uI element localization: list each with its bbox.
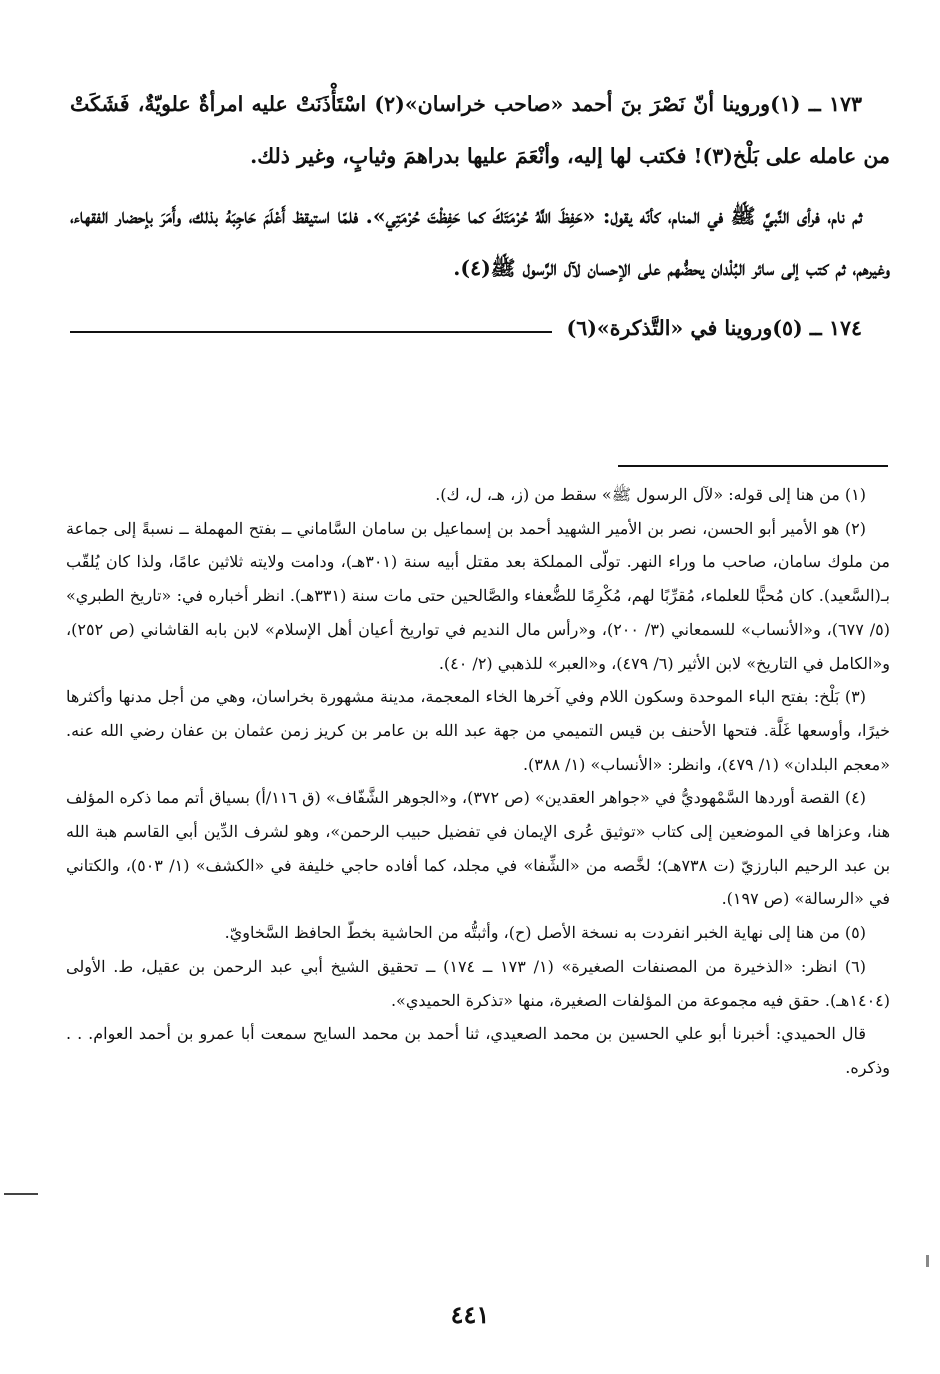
footnote-5: (٥) من هنا إلى نهاية الخبر انفردت به نسخة الأصل (ح)، وأثبتُّه من الحاشية بخطّ الحافظ السَّخاويّ.: [224, 923, 866, 943]
footnote-separator: [618, 465, 888, 467]
footnote-2: (٢) هو الأمير أبو الحسن، نصر بن الأمير الشهيد أحمد بن إسماعيل بن سامان السَّاماني ــ بفتح المهملة ــ نسبةً إلى جماعة من ملوك سامان، صاحب ما وراء النهر. تولّى المملكة بعد مقتل أبيه سنة (٣٠١هـ)، ودامت ولايته ثلاثين عامًا، ولذا كان يُلقّب بـ(السَّعيد). كان مُحبًّا للعلماء، مُقرِّبًا لهم، مُكْرِمًا للضُّعفاء والصَّالحين حتى مات سنة (٣٣١هـ). انظر أخباره في: «تاريخ الطبري» (٥/ ٦٧٧)، و«الأنساب» للسمعاني (٣/ ٢٠٠)، و«رأس مال النديم في تواريخ أعيان أهل الإسلام» لابن بابه القاشاني (ص ٢٥٢)، و«الكامل في التاريخ» لابن الأثير (٦/ ٤٧٩)، و«العبر» للذهبي (٢/ ٤٠).: [66, 518, 891, 673]
paragraph-dream: ثم نام، فرأى النَّبيَّ ﷺ في المنام، كأنّه يقول: «حَفِظَ اللَّهُ حُرْمَتَكَ كما حَفِظْتَ حُرْمَتِي». فلمّا استيقظ أَعْلَمَ حَاجِبَهُ بذلك، وأَمَرَ بإحضار الفقهاء، وغيرهم، ثم كتب إلى سائر البُلْدان يحضُّهم على الإحسان لآل الرَّسول ﷺ(٤).: [70, 204, 890, 280]
footnote-1: (١) من هنا إلى قوله: «لآل الرسول ﷺ» سقط من (ز، هـ، ل، ك).: [435, 485, 866, 504]
footnote-3: (٣) بَلْخ: بفتح الباء الموحدة وسكون اللام وفي آخرها الخاء المعجمة، مدينة مشهورة بخراسان، وهي من أجل مدنها وأكثرها خيرًا، وأوسعها غَلَّة. فتحها الأحنف بن قيس التميمي من جهة عبد الله بن عامر بن كريز زمن عثمان بن عفان رضي الله عنه. «معجم البلدان» (١/ ٤٧٩)، وانظر: «الأنساب» (١/ ٣٨٨).: [66, 687, 890, 774]
entry-174-text: ١٧٤ ــ (٥)وروينا في «التَّذكرة»(٦): [566, 316, 862, 340]
entry-174: [70, 302, 890, 354]
page-number: ٤٤١: [450, 1300, 490, 1329]
footnote-4: (٤) القصة أوردها السَّمْهوديُّ في «جواهر العقدين» (ص ٣٧٢)، و«الجوهر الشَّفّاف» (ق ١١٦/أ) بسياق أتم مما ذكره المؤلف هنا، وعزاها في الموضعين إلى كتاب «توثيق عُرى الإيمان في تفضيل حبيب الرحمن»، وهو لشرف الدِّين أبي القاسم هبة الله بن عبد الرحيم البارزيّ (ت ٧٣٨هـ)؛ لخَّصه من «الشِّفا» في مجلد، كما أفاده حاجي خليفة في «الكشف» (١/ ٥٠٣)، والكتاني في «الرسالة» (ص ١٩٧).: [66, 788, 891, 909]
margin-scan-mark: [4, 1193, 38, 1195]
main-text: [70, 78, 890, 354]
margin-scan-dot: [926, 1255, 929, 1267]
entry-174-rule: [70, 331, 552, 333]
footnote-6-continuation: قال الحميدي: أخبرنا أبو علي الحسين بن محمد الصعيدي، ثنا أحمد بن محمد السايح سمعت أبا عمرو بن أحمد العوام. . . وذكره.: [66, 1024, 890, 1077]
footnotes: [66, 478, 890, 1085]
footnote-6: (٦) انظر: «الذخيرة من المصنفات الصغيرة» (١/ ١٧٣ ــ ١٧٤) ــ تحقيق الشيخ أبي عبد الرحمن بن عقيل، ط. الأولى (١٤٠٤هـ). حقق فيه مجموعة من المؤلفات الصغيرة، منها «تذكرة الحميدي».: [66, 956, 890, 1010]
paragraph-173: ١٧٣ ــ (١)وروينا أنّ نَصْرَ بنَ أحمد «صاحب خراسان»(٢) اسْتَأْذَنَتْ عليه امرأةٌ علويّةٌ، فَشَكَتْ من عامله على بَلْخ(٣)! فكتب لها إليه، وأنْعَمَ عليها بدراهمَ وثيابٍ، وغير ذلك.: [70, 92, 890, 168]
